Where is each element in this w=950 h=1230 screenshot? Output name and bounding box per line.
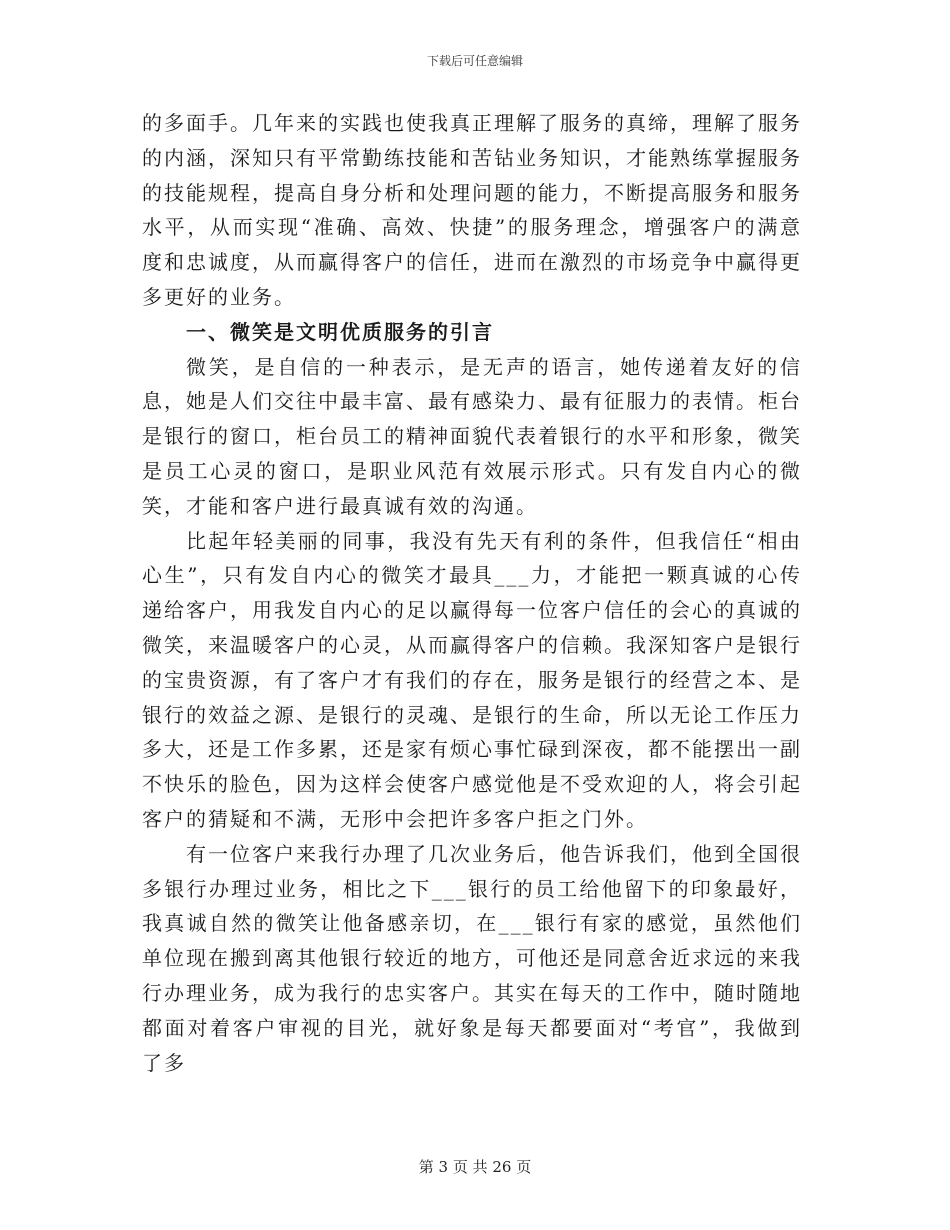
- document-body: [142, 106, 802, 1080]
- paragraph: 有一位客户来我行办理了几次业务后，他告诉我们，他到全国很多银行办理过业务，相比之下___银行的员工给他留下的印象最好，我真诚自然的微笑让他备感亲切，在___银行有家的感觉，虽然他们单位现在搬到离其他银行较近的地方，可他还是同意舍近求远的来我行办理业务，成为我行的忠实客户。其实在每天的工作中，随时随地都面对着客户审视的目光，就好象是每天都要面对“考官”，我做到了多: [142, 841, 802, 1075]
- paragraph: 微笑，是自信的一种表示，是无声的语言，她传递着友好的信息，她是人们交往中最丰富、最有感染力、最有征服力的表情。柜台是银行的窗口，柜台员工的精神面貌代表着银行的水平和形象，微笑是员工心灵的窗口，是职业风范有效展示形式。只有发自内心的微笑，才能和客户进行最真诚有效的沟通。: [142, 354, 802, 518]
- page-header: 下载后可任意编辑: [426, 54, 523, 68]
- page-number: 第 3 页 共 26 页: [418, 1158, 532, 1176]
- section-heading: 一、微笑是文明优质服务的引言: [186, 319, 494, 344]
- paragraph: 比起年轻美丽的同事，我没有先天有利的条件，但我信任“相由心生”，只有发自内心的微笑才最具___力，才能把一颗真诚的心传递给客户，用我发自内心的足以赢得每一位客户信任的会心的真诚的微笑，来温暖客户的心灵，从而赢得客户的信赖。我深知客户是银行的宝贵资源，有了客户才有我们的存在，服务是银行的经营之本、是银行的效益之源、是银行的灵魂、是银行的生命，所以无论工作压力多大，还是工作多累，还是家有烦心事忙碌到深夜，都不能摆出一副不快乐的脸色，因为这样会使客户感觉他是不受欢迎的人，将会引起客户的猜疑和不满，无形中会把许多客户拒之门外。: [142, 528, 802, 831]
- paragraph-continuation: 的多面手。几年来的实践也使我真正理解了服务的真缔，理解了服务的内涵，深知只有平常勤练技能和苦钻业务知识，才能熟练掌握服务的技能规程，提高自身分析和处理问题的能力，不断提高服务和服务水平，从而实现“准确、高效、快捷”的服务理念，增强客户的满意度和忠诚度，从而赢得客户的信任，进而在激烈的市场竞争中赢得更多更好的业务。: [142, 111, 802, 309]
